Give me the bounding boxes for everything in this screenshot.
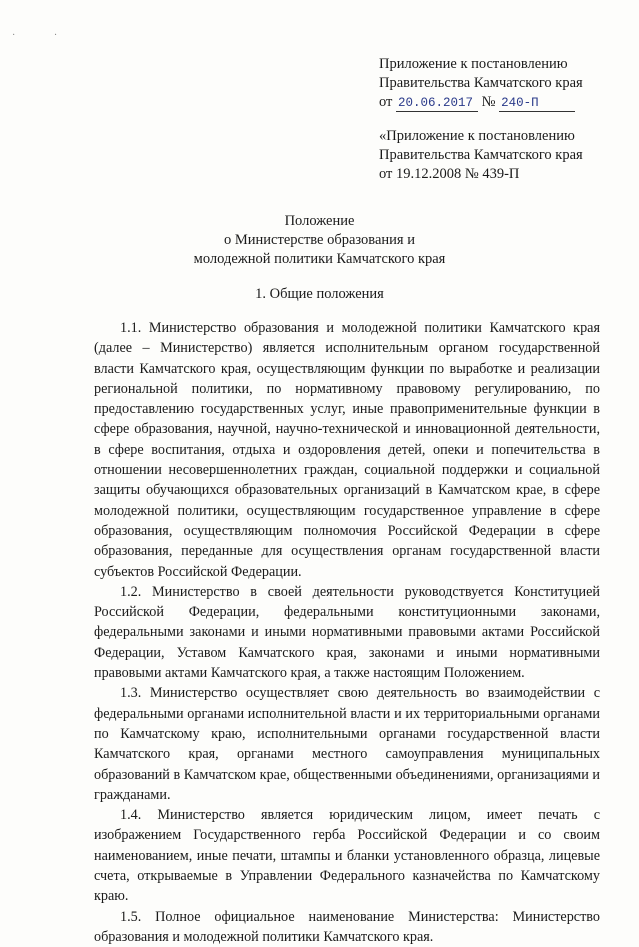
- paragraph-1-2: 1.2. Министерство в своей деятельности руководствуется Конституцией Российской Федерации, федеральными конституционными законами, федеральными законами и иными нормативными правовыми актами Российской Федерации, Уставом Камчатского края, законами и иными нормативными правовыми актами Камчатского края, а также настоящим Положением.: [94, 583, 600, 682]
- paragraph-1-1: 1.1. Министерство образования и молодежной политики Камчатского края (далее – Министерство) является исполнительным органом государственной власти Камчатского края, осуществляющим функции по выработке и реализации региональной политики, по нормативному правовому регулированию, по предоставлению государственных услуг, иные правоприменительные функции в сфере образования, научной, научно-технической и инновационной деятельности, в сфере воспитания, отдыха и оздоровления детей, опеки и попечительства в отношении несовершеннолетних граждан, социальной поддержки и социальной защиты обучающихся образовательных организаций в Камчатском крае, в сфере молодежной политики, осуществляющим государственное управление в сфере образования, осуществляющим полномочия Российской Федерации в сфере образования, переданные для осуществления органам государственной власти субъектов Российской Федерации.: [94, 320, 600, 580]
- original-appendix-line-1: «Приложение к постановлению: [379, 128, 575, 144]
- appendix-line-1: Приложение к постановлению: [379, 56, 568, 72]
- scan-marks: · ·: [12, 30, 76, 41]
- document-body: [94, 318, 600, 947]
- original-appendix-line-2: Правительства Камчатского края: [379, 147, 583, 163]
- appendix-date-line: [379, 93, 619, 112]
- paragraph-1-5: 1.5. Полное официальное наименование Министерства: Министерство образования и молодежной политики Камчатского края.: [94, 908, 600, 945]
- paragraph-1-3: 1.3. Министерство осуществляет свою деятельность во взаимодействии с федеральными органами исполнительной власти и их территориальными органами по Камчатскому краю, исполнительными органами государственной власти Камчатского края, органами местного самоуправления муниципальных образований в Камчатском крае, общественными объединениями, организациями и гражданами.: [94, 685, 600, 803]
- title-line-2: о Министерстве образования и: [224, 232, 415, 248]
- title-line-3: молодежной политики Камчатского края: [193, 251, 446, 267]
- section-heading: 1. Общие положения: [255, 286, 384, 302]
- paragraph-1-4: 1.4. Министерство является юридическим лицом, имеет печать с изображением Государственного герба Российской Федерации и со своим наименованием, иные печати, штампы и бланки установленного образца, лицевые счета, открываемые в Управлении Федерального казначейства по Камчатскому краю.: [94, 807, 600, 905]
- handwritten-number: 240-П: [499, 96, 575, 112]
- appendix-header-current: [379, 55, 619, 112]
- from-label: от: [379, 94, 393, 110]
- original-appendix-line-3: от 19.12.2008 № 439-П: [379, 166, 520, 182]
- document-title: [0, 212, 639, 269]
- appendix-line-2: Правительства Камчатского края: [379, 75, 583, 91]
- appendix-header-original: [379, 127, 619, 184]
- title-line-1: Положение: [284, 213, 355, 229]
- handwritten-date: 20.06.2017: [396, 96, 478, 112]
- number-sign: №: [481, 94, 496, 110]
